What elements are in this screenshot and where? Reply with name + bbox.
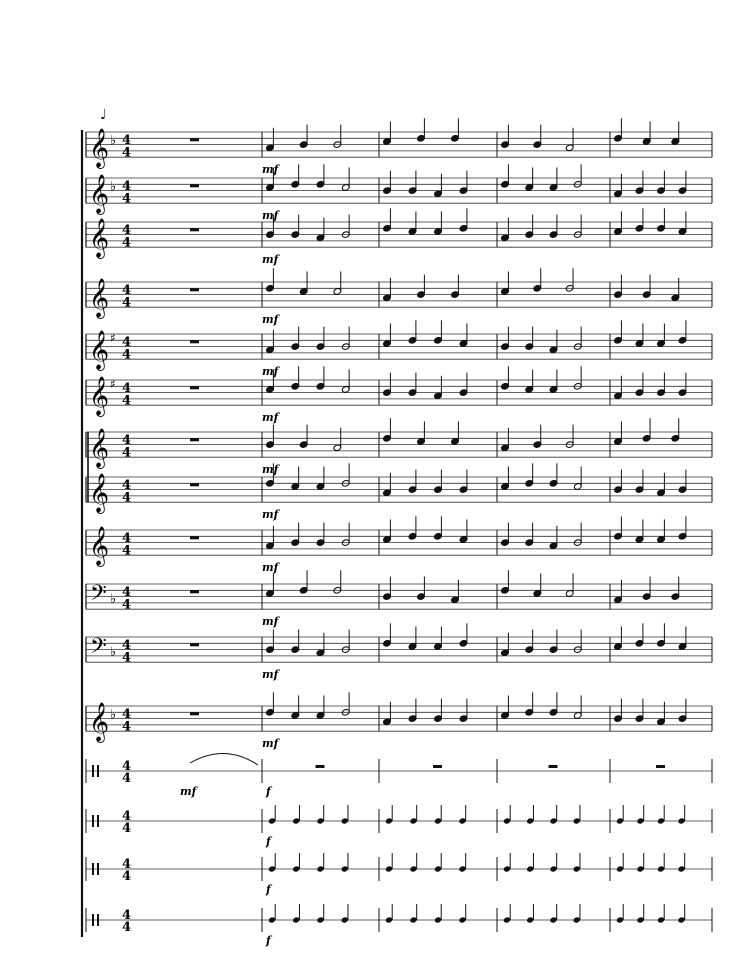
dynamic-mf: mf	[262, 463, 279, 477]
time-sig-bottom: 4	[122, 445, 132, 461]
sharp-icon: ♯	[110, 331, 116, 346]
time-sig-bottom: 4	[122, 490, 132, 506]
treble-clef-icon: 𝄞	[89, 473, 110, 514]
dynamic-mf: mf	[262, 508, 279, 522]
treble-clef-icon: 𝄞	[89, 330, 110, 371]
time-sig-top: 4	[122, 380, 132, 396]
time-sig-bottom: 4	[122, 869, 132, 884]
dynamic-mf: mf	[262, 313, 279, 327]
time-sig-bottom: 4	[122, 393, 132, 409]
time-sig-bottom: 4	[122, 145, 132, 161]
time-sig-top: 4	[122, 178, 132, 194]
dynamic-mf: mf	[262, 668, 279, 682]
treble-clef-icon: 𝄞	[89, 174, 110, 215]
dynamic-mf: mf	[262, 737, 279, 751]
time-sig-top: 4	[122, 432, 132, 448]
time-sig-top: 4	[122, 132, 132, 148]
time-sig-bottom: 4	[122, 719, 132, 735]
tie-curve	[190, 753, 258, 765]
whole-rest	[190, 643, 199, 646]
flat-icon: ♭	[110, 179, 117, 195]
dynamic-mf: mf	[262, 411, 279, 425]
bass-clef-icon: 𝄢	[90, 634, 107, 665]
treble-clef-icon: 𝄞	[89, 428, 110, 469]
quarter-note-icon: ♩	[100, 107, 107, 123]
whole-rest	[190, 228, 199, 231]
time-sig-top: 4	[122, 809, 132, 824]
whole-rest	[190, 712, 199, 715]
time-sig-bottom: 4	[122, 920, 132, 935]
whole-rest	[190, 438, 199, 441]
treble-clef-icon: 𝄞	[89, 128, 110, 169]
perc-clef-icon	[92, 815, 94, 827]
whole-rest	[190, 536, 199, 539]
time-sig-bottom: 4	[122, 191, 132, 207]
perc-clef-icon	[97, 765, 99, 777]
time-sig-top: 4	[122, 282, 132, 298]
dynamic-mf: mf	[262, 163, 279, 177]
treble-clef-icon: 𝄞	[89, 376, 110, 417]
time-sig-bottom: 4	[122, 650, 132, 666]
whole-rest	[190, 590, 199, 593]
flat-icon: ♭	[110, 591, 117, 607]
flat-icon: ♭	[110, 133, 117, 149]
time-sig-top: 4	[122, 908, 132, 923]
dynamic-f: f	[266, 785, 271, 798]
time-sig-top: 4	[122, 637, 132, 653]
time-sig-bottom: 4	[122, 597, 132, 613]
time-sig-bottom: 4	[122, 543, 132, 559]
whole-rest	[190, 288, 199, 291]
whole-rest	[190, 483, 199, 486]
flat-icon: ♭	[110, 707, 117, 723]
time-sig-top: 4	[122, 477, 132, 493]
time-sig-bottom: 4	[122, 235, 132, 251]
dynamic-mf: mf	[262, 365, 279, 379]
time-sig-bottom: 4	[122, 295, 132, 311]
perc-clef-icon	[97, 863, 99, 875]
time-sig-top: 4	[122, 584, 132, 600]
dynamic-f: f	[266, 835, 271, 848]
whole-rest	[549, 765, 558, 768]
treble-clef-icon: 𝄞	[89, 278, 110, 319]
treble-clef-icon: 𝄞	[89, 218, 110, 259]
whole-rest	[190, 386, 199, 389]
time-sig-top: 4	[122, 706, 132, 722]
dynamic-mf: mf	[262, 561, 279, 575]
treble-clef-icon: 𝄞	[89, 526, 110, 567]
time-sig-bottom: 4	[122, 821, 132, 836]
whole-rest	[190, 340, 199, 343]
time-sig-bottom: 4	[122, 771, 132, 786]
treble-clef-icon: 𝄞	[89, 702, 110, 743]
perc-clef-icon	[92, 863, 94, 875]
whole-rest	[190, 138, 199, 141]
sharp-icon: ♯	[110, 377, 116, 392]
whole-rest	[190, 184, 199, 187]
dynamic-mf: mf	[262, 253, 279, 267]
dynamic-f: f	[266, 934, 271, 947]
perc-clef-icon	[97, 914, 99, 926]
time-sig-top: 4	[122, 857, 132, 872]
whole-rest	[316, 765, 325, 768]
perc-clef-icon	[92, 765, 94, 777]
time-sig-top: 4	[122, 530, 132, 546]
whole-rest	[656, 765, 665, 768]
bass-clef-icon: 𝄢	[90, 581, 107, 612]
time-sig-bottom: 4	[122, 347, 132, 363]
dynamic-mf: mf	[180, 785, 197, 798]
time-sig-top: 4	[122, 334, 132, 350]
time-sig-top: 4	[122, 759, 132, 774]
dynamic-mf: mf	[262, 209, 279, 223]
dynamic-mf: mf	[262, 615, 279, 629]
dynamic-f: f	[266, 883, 271, 896]
perc-clef-icon	[92, 914, 94, 926]
flat-icon: ♭	[110, 644, 117, 660]
whole-rest	[433, 765, 442, 768]
time-sig-top: 4	[122, 222, 132, 238]
perc-clef-icon	[97, 815, 99, 827]
